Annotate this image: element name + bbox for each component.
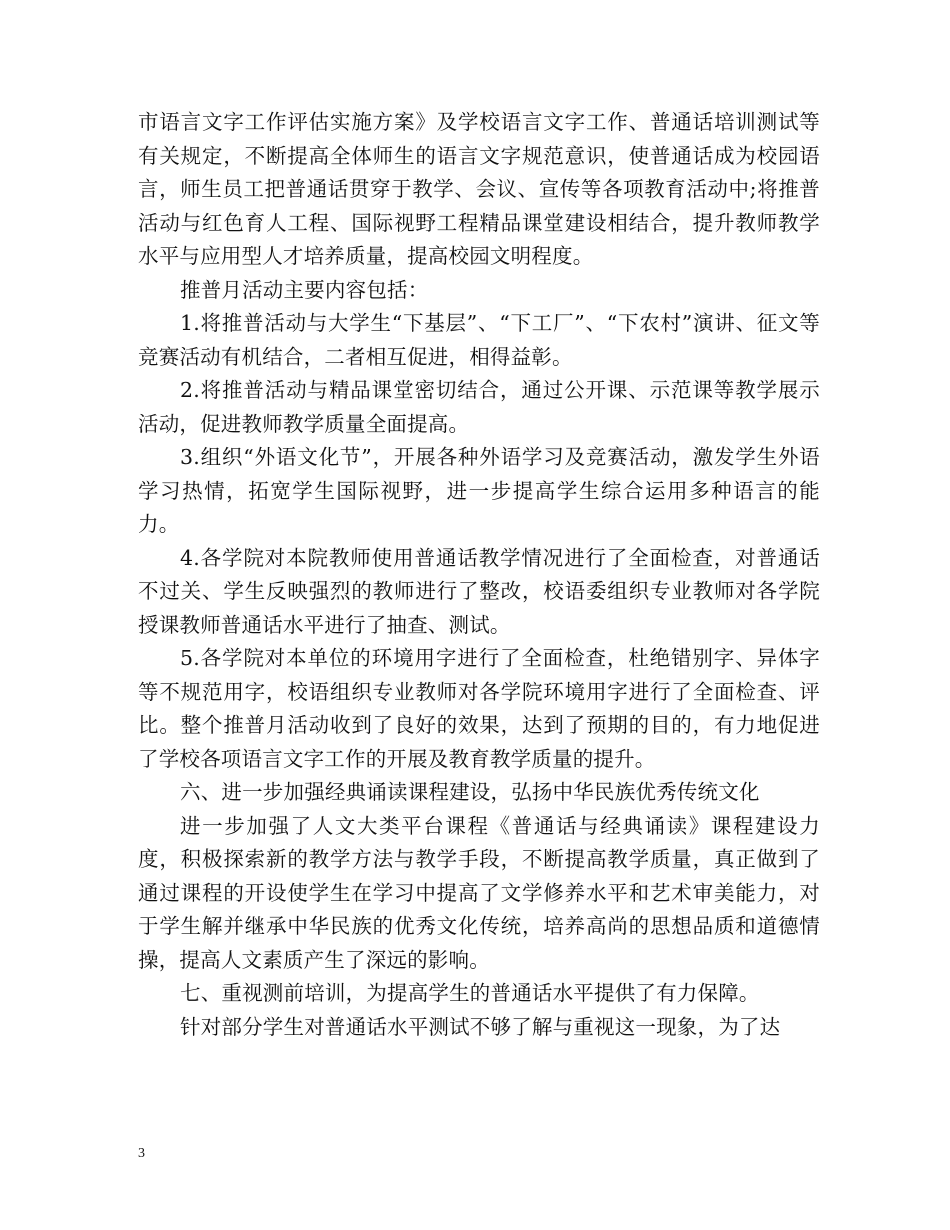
document-body [138,106,820,1044]
list-item-2: 2.将推普活动与精品课堂密切结合，通过公开课、示范课等教学展示活动，促进教师教学质量全面提高。 [138,378,820,436]
paragraph: 针对部分学生对普通话水平测试不够了解与重视这一现象，为了达 [180,1014,781,1039]
list-item-4: 4.各学院对本院教师使用普通话教学情况进行了全面检查，对普通话不过关、学生反映强烈的教师进行了整改，校语委组织专业教师对各学院授课教师普通话水平进行了抽查、测试。 [138,545,820,637]
list-item-5: 5.各学院对本单位的环境用字进行了全面检查，杜绝错别字、异体字等不规范用字，校语组织专业教师对各学院环境用字进行了全面检查、评比。整个推普月活动收到了良好的效果，达到了预期的目的，有力地促进了学校各项语言文字工作的开展及教育教学质量的提升。 [138,646,820,771]
section-heading-6: 六、进一步加强经典诵读课程建设，弘扬中华民族优秀传统文化 [180,780,760,804]
list-item-3: 3.组织“外语文化节”，开展各种外语学习及竞赛活动，激发学生外语学习热情，拓宽学生国际视野，进一步提高学生综合运用多种语言的能力。 [138,445,820,536]
paragraph: 市语言文字工作评估实施方案》及学校语言文字工作、普通话培训测试等有关规定，不断提高全体师生的语言文字规范意识，使普通话成为校园语言，师生员工把普通话贯穿于教学、会议、宣传等各项教育活动中;将推普活动与红色育人工程、国际视野工程精品课堂建设相结合，提升教师教学水平与应用型人才培养质量，提高校园文明程度。 [138,110,820,268]
paragraph: 进一步加强了人文大类平台课程《普通话与经典诵读》课程建设力度，积极探索新的教学方法与教学手段，不断提高教学质量，真正做到了通过课程的开设使学生在学习中提高了文学修养水平和艺术审美能力，对于学生解并继承中华民族的优秀文化传统，培养高尚的思想品质和道德情操，提高人文素质产生了深远的影响。 [138,813,820,972]
page-number: 3 [138,1146,145,1161]
paragraph: 推普月活动主要内容包括： [180,277,429,302]
section-heading-7: 七、重视测前培训，为提高学生的普通话水平提供了有力保障。 [180,981,760,1005]
list-item-1: 1.将推普活动与大学生“下基层”、“下工厂”、“下农村”演讲、征文等竞赛活动有机结合，二者相互促进，相得益彰。 [138,311,820,369]
